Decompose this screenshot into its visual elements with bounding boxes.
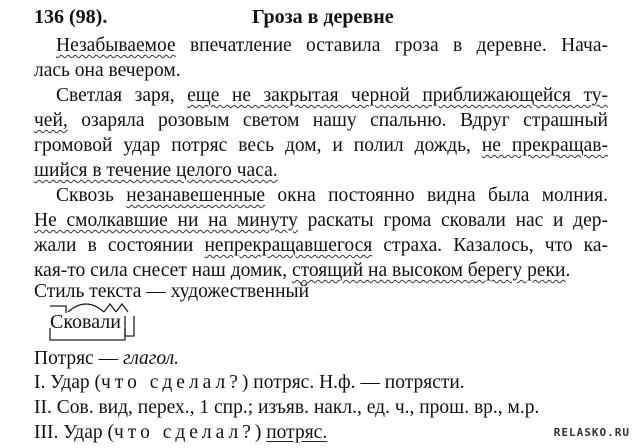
text-line-9: жали в состоянии непрекращавшегося страха. Казалось, что ка- xyxy=(34,235,608,256)
text-title: Гроза в деревне xyxy=(252,6,394,28)
participial-phrase: не прекращав- xyxy=(481,135,609,156)
text-line-1: Незабываемое впечатление оставила гроза в деревне. Нача- xyxy=(56,35,608,56)
text-line-4: чей, озаряла розовым светом нашу спальню. Вдруг страшный xyxy=(34,110,608,131)
analysis-line-4: III. Удар (что сделал?) потряс. xyxy=(34,422,328,443)
morpheme-analysis-word: Сковали xyxy=(50,311,121,333)
text-line-10: кая-то сила снесет наш домик, стоящий на высоком берегу реки. xyxy=(34,260,571,281)
participle-word: незанавешенные xyxy=(126,185,266,206)
participial-phrase: еще не закрытая черной приближающейся ту- xyxy=(187,85,608,106)
participle-word: Незабываемое xyxy=(56,35,176,56)
participial-phrase: Не смолкавшие ни на минуту xyxy=(34,210,298,231)
text-line-3: Светлая заря, еще не закрытая черной приближающейся ту- xyxy=(56,85,608,106)
analysis-line-1: Потряс — глагол. xyxy=(34,348,180,369)
text-line-8: Не смолкавшие ни на минуту раскаты грома сковали нас и дер- xyxy=(34,210,608,231)
predicate-word: потряс. xyxy=(266,422,328,443)
text-line-6: шийся в течение целого часа. xyxy=(34,160,278,181)
text-line-7: Сквозь незанавешенные окна постоянно видна была молния. xyxy=(56,185,609,206)
analysis-line-3: II. Сов. вид, перех., 1 спр.; изъяв. накл., ед. ч., прош. вр., м.р. xyxy=(34,397,540,418)
exercise-number: 136 (98). xyxy=(34,6,108,28)
text-style-note: Стиль текста — художественный xyxy=(34,281,310,302)
site-watermark: RELASKO.RU xyxy=(553,426,630,439)
text-line-2: лась она вечером. xyxy=(34,60,181,81)
participial-phrase: стоящий на высоком берегу реки xyxy=(292,260,566,281)
analysis-line-2: I. Удар (что сделал?) потряс. Н.ф. — потрясти. xyxy=(34,372,465,393)
ending-box xyxy=(125,316,134,336)
participle-word: непрекращавшегося xyxy=(204,235,373,256)
text-line-5: громовой удар потряс весь дом, и полил дождь, не прекращав- xyxy=(34,135,609,156)
